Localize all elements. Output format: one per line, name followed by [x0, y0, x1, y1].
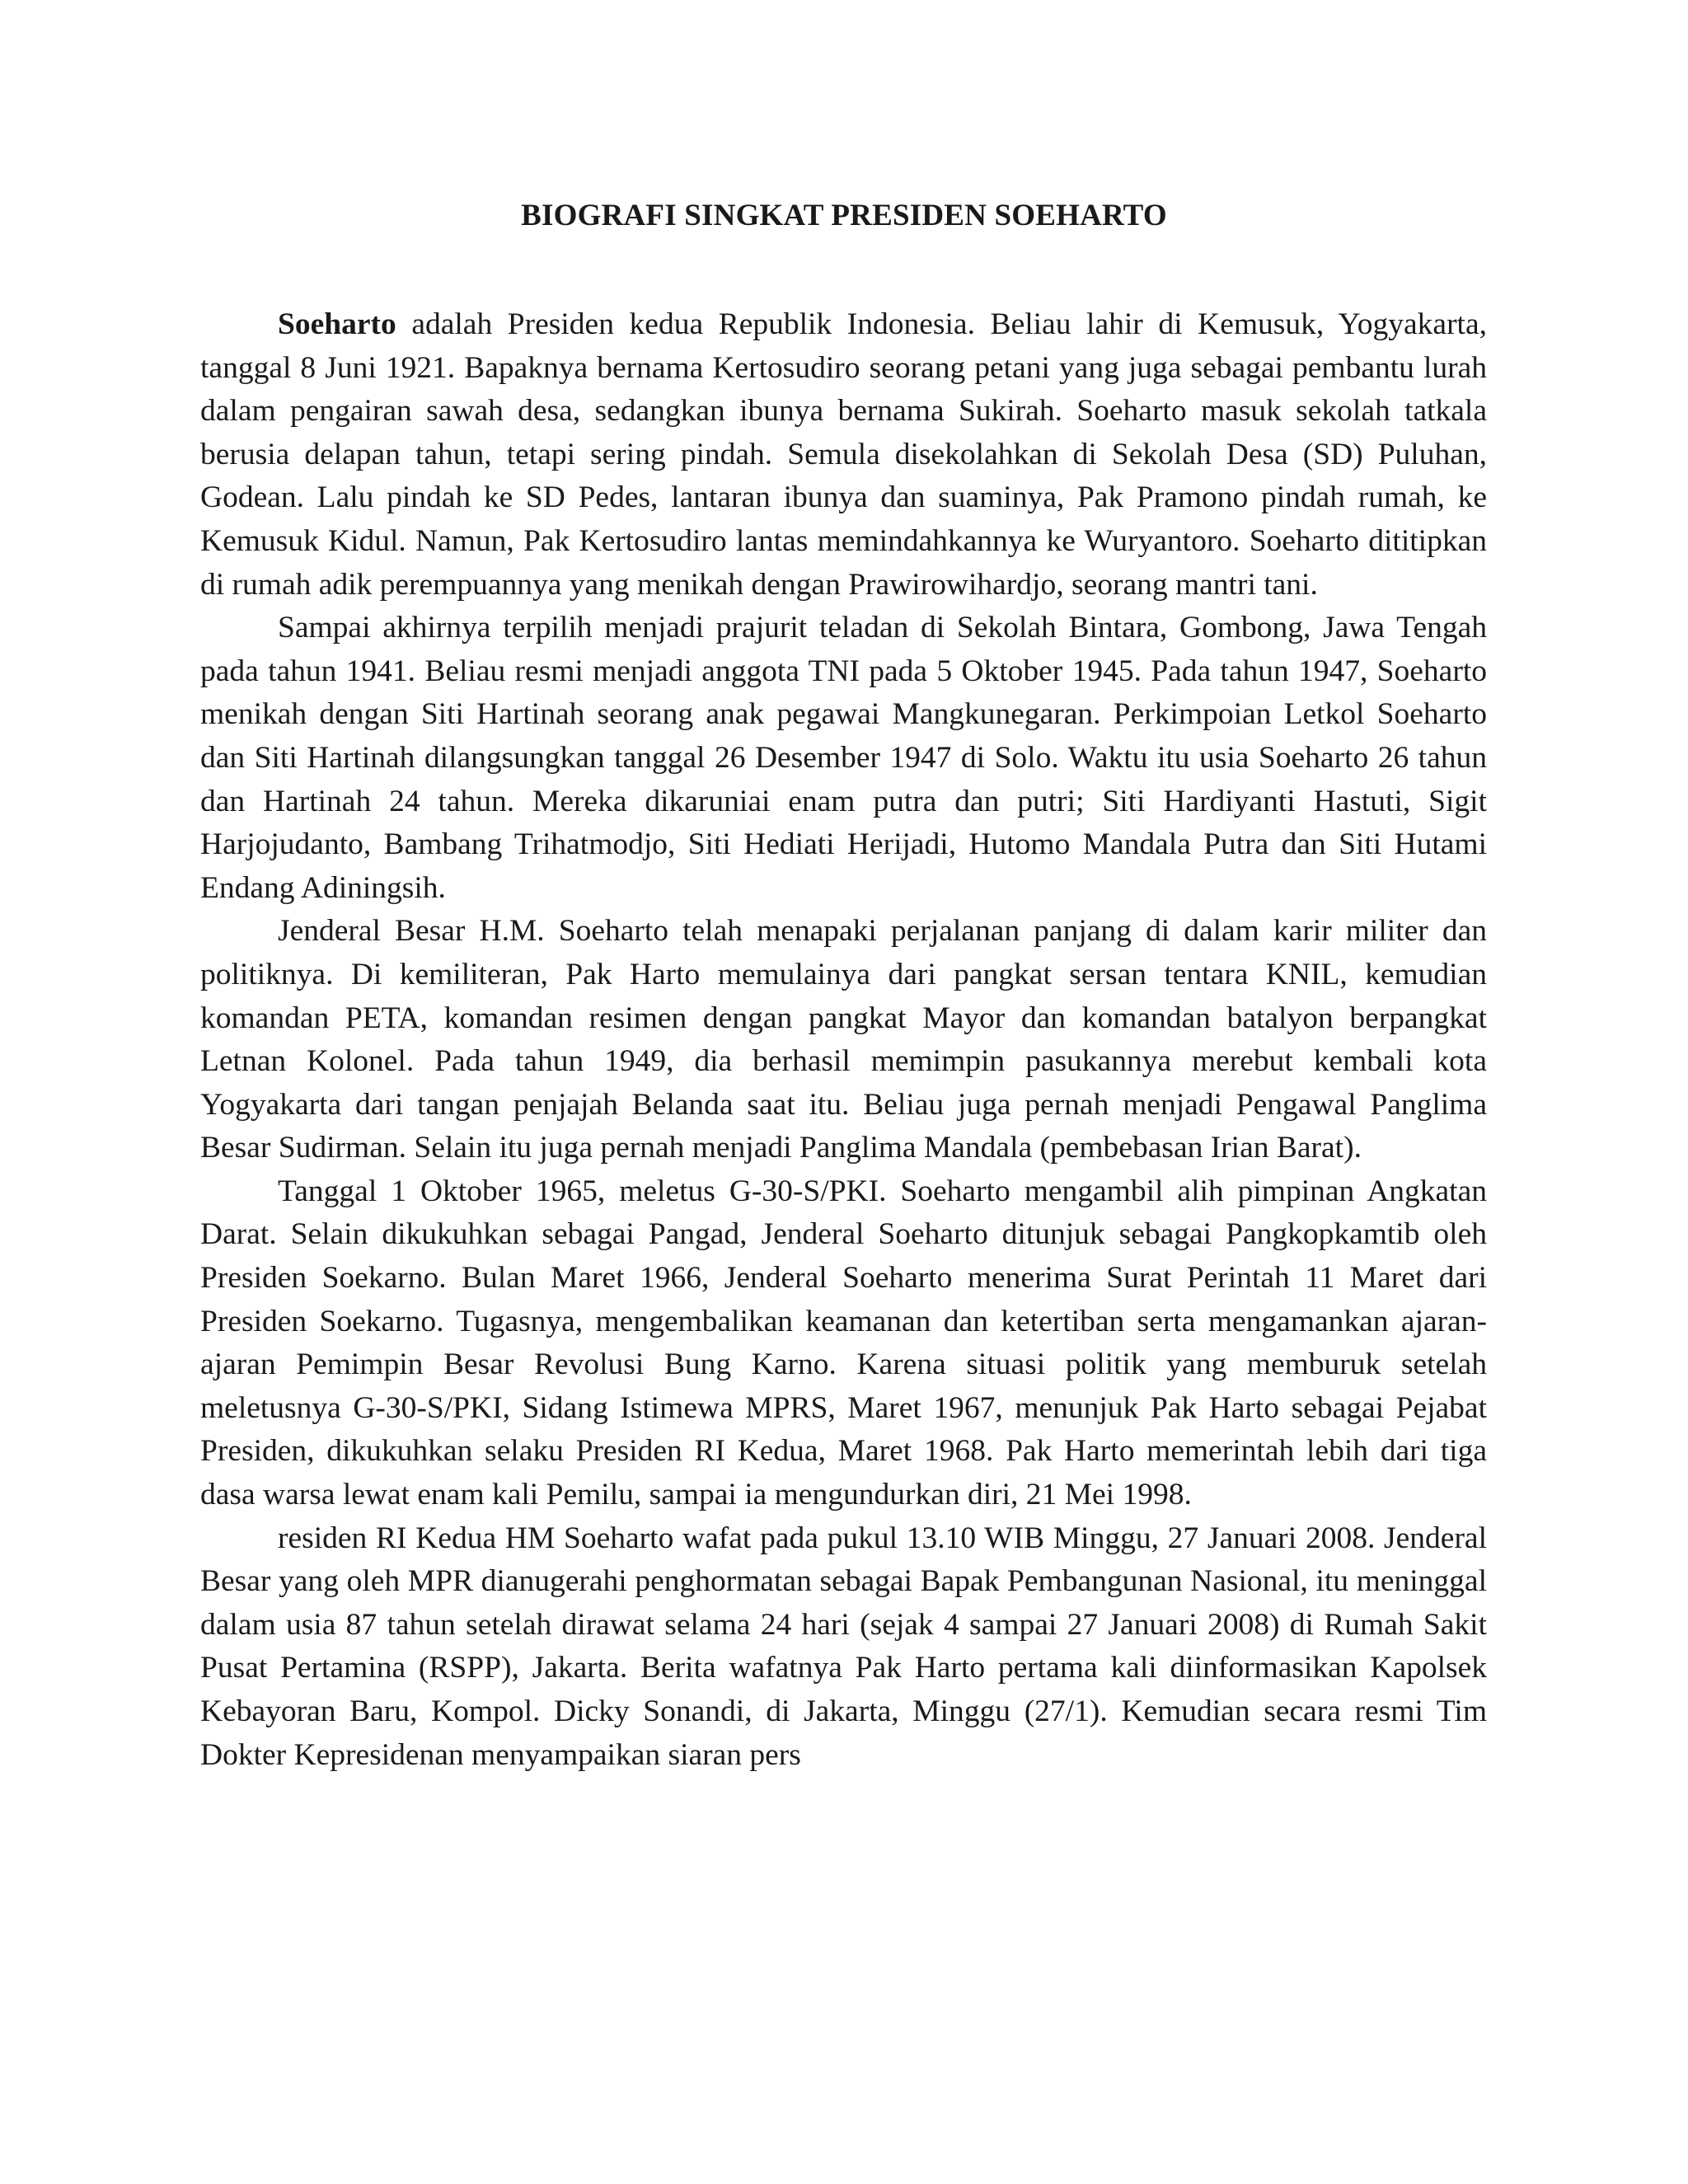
document-body — [200, 303, 1487, 1777]
paragraph-3: Jenderal Besar H.M. Soeharto telah menapaki perjalanan panjang di dalam karir militer dan politiknya. Di kemiliteran, Pak Harto memulainya dari pangkat sersan tentara KNIL, kemudian komandan PETA, komandan resimen dengan pangkat Mayor dan komandan batalyon berpangkat Letnan Kolonel. Pada tahun 1949, dia berhasil memimpin pasukannya merebut kembali kota Yogyakarta dari tangan penjajah Belanda saat itu. Beliau juga pernah menjadi Pengawal Panglima Besar Sudirman. Selain itu juga pernah menjadi Panglima Mandala (pembebasan Irian Barat). — [200, 914, 1487, 1165]
paragraph-1 — [200, 303, 1487, 607]
paragraph-5: residen RI Kedua HM Soeharto wafat pada pukul 13.10 WIB Minggu, 27 Januari 2008. Jenderal Besar yang oleh MPR dianugerahi penghormatan sebagai Bapak Pembangunan Nasional, itu meninggal dalam usia 87 tahun setelah dirawat selama 24 hari (sejak 4 sampai 27 Januari 2008) di Rumah Sakit Pusat Pertamina (RSPP), Jakarta. Berita wafatnya Pak Harto pertama kali diinformasikan Kapolsek Kebayoran Baru, Kompol. Dicky Sonandi, di Jakarta, Minggu (27/1). Kemudian secara resmi Tim Dokter Kepresidenan menyampaikan siaran pers — [200, 1521, 1487, 1772]
paragraph-text: adalah Presiden kedua Republik Indonesia. Beliau lahir di Kemusuk, Yogyakarta, tanggal 8 Juni 1921. Bapaknya bernama Kertosudiro seorang petani yang juga sebagai pembantu lurah dalam pengairan sawah desa, sedangkan ibunya bernama Sukirah. Soeharto masuk sekolah tatkala berusia delapan tahun, tetapi sering pindah. Semula disekolahkan di Sekolah Desa (SD) Puluhan, Godean. Lalu pindah ke SD Pedes, lantaran ibunya dan suaminya, Pak Pramono pindah rumah, ke Kemusuk Kidul. Namun, Pak Kertosudiro lantas memindahkannya ke Wuryantoro. Soeharto dititipkan di rumah adik perempuannya yang menikah dengan Prawirowihardjo, seorang mantri tani. — [200, 307, 1487, 602]
paragraph-4: Tanggal 1 Oktober 1965, meletus G-30-S/PKI. Soeharto mengambil alih pimpinan Angkatan Darat. Selain dikukuhkan sebagai Pangad, Jenderal Soeharto ditunjuk sebagai Pangkopkamtib oleh Presiden Soekarno. Bulan Maret 1966, Jenderal Soeharto menerima Surat Perintah 11 Maret dari Presiden Soekarno. Tugasnya, mengembalikan keamanan dan ketertiban serta mengamankan ajaran-ajaran Pemimpin Besar Revolusi Bung Karno. Karena situasi politik yang memburuk setelah meletusnya G-30-S/PKI, Sidang Istimewa MPRS, Maret 1967, menunjuk Pak Harto sebagai Pejabat Presiden, dikukuhkan selaku Presiden RI Kedua, Maret 1968. Pak Harto memerintah lebih dari tiga dasa warsa lewat enam kali Pemilu, sampai ia mengundurkan diri, 21 Mei 1998. — [200, 1174, 1487, 1512]
paragraph-lead-name: Soeharto — [278, 307, 396, 341]
document-title: BIOGRAFI SINGKAT PRESIDEN SOEHARTO — [521, 199, 1167, 232]
paragraph-2: Sampai akhirnya terpilih menjadi prajurit teladan di Sekolah Bintara, Gombong, Jawa Tengah pada tahun 1941. Beliau resmi menjadi anggota TNI pada 5 Oktober 1945. Pada tahun 1947, Soeharto menikah dengan Siti Hartinah seorang anak pegawai Mangkunegaran. Perkimpoian Letkol Soeharto dan Siti Hartinah dilangsungkan tanggal 26 Desember 1947 di Solo. Waktu itu usia Soeharto 26 tahun dan Hartinah 24 tahun. Mereka dikaruniai enam putra dan putri; Siti Hardiyanti Hastuti, Sigit Harjojudanto, Bambang Trihatmodjo, Siti Hediati Herijadi, Hutomo Mandala Putra dan Siti Hutami Endang Adiningsih. — [200, 611, 1487, 905]
